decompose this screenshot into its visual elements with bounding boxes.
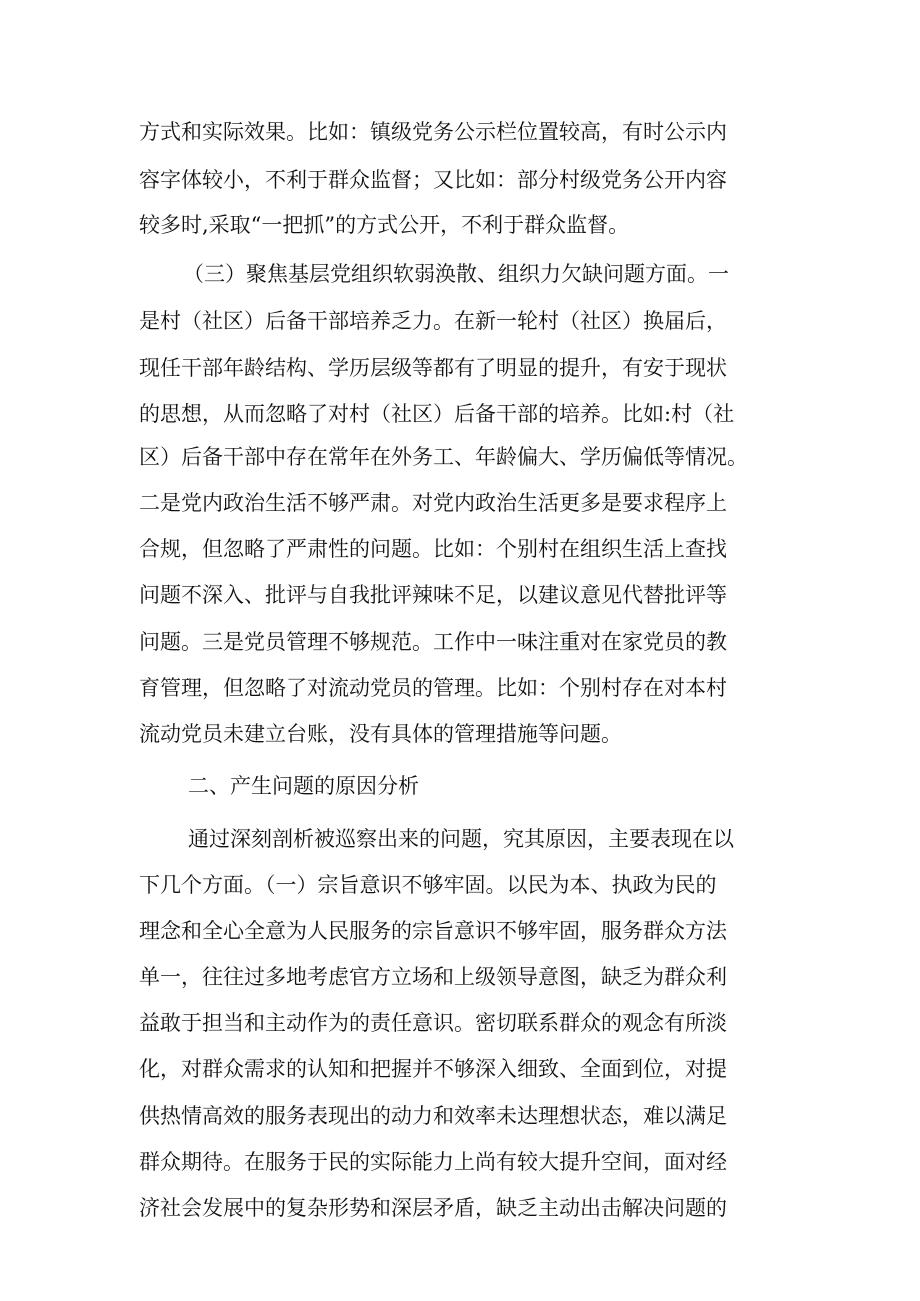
section-heading: 二、产生问题的原因分析 [188, 774, 419, 798]
paragraph-line: 通过深刻剖析被巡察出来的问题，究其原因，主要表现在以 [188, 827, 734, 851]
paragraph-line: 济社会发展中的复杂形势和深层矛盾，缺乏主动出击解决问题的 [139, 1196, 727, 1220]
paragraph-line: 的思想，从而忽略了对村（社区）后备干部的培养。比如:村（社 [139, 402, 735, 426]
paragraph-line: 容字体较小，不利于群众监督；又比如：部分村级党务公开内容 [139, 168, 727, 192]
paragraph-line: 益敢于担当和主动作为的责任意识。密切联系群众的观念有所淡 [139, 1011, 727, 1035]
paragraph-line: 供热情高效的服务表现出的动力和效率未达理想状态，难以满足 [139, 1104, 727, 1128]
paragraph-line: 方式和实际效果。比如：镇级党务公示栏位置较高，有时公示内 [139, 120, 727, 144]
paragraph-line: 育管理，但忽略了对流动党员的管理。比如：个别村存在对本村 [139, 676, 727, 700]
paragraph-line: 理念和全心全意为人民服务的宗旨意识不够牢固，服务群众方法 [139, 919, 727, 943]
paragraph-line: 流动党员未建立台账，没有具体的管理措施等问题。 [139, 722, 622, 746]
paragraph-line: 合规，但忽略了严肃性的问题。比如：个别村在组织生活上查找 [139, 537, 727, 561]
paragraph-line: 较多时,采取“一把抓”的方式公开，不利于群众监督。 [139, 213, 630, 237]
paragraph-line: （三）聚焦基层党组织软弱涣散、组织力欠缺问题方面。一 [183, 262, 729, 286]
paragraph-line: 下几个方面。（一）宗旨意识不够牢固。以民为本、执政为民的 [139, 873, 717, 897]
paragraph-line: 群众期待。在服务于民的实际能力上尚有较大提升空间，面对经 [139, 1150, 727, 1174]
paragraph-line: 区）后备干部中存在常年在外务工、年龄偏大、学历偏低等情况。 [139, 445, 748, 469]
paragraph-line: 单一，往往过多地考虑官方立场和上级领导意图，缺乏为群众利 [139, 965, 727, 989]
paragraph-line: 问题。三是党员管理不够规范。工作中一味注重对在家党员的教 [139, 630, 727, 654]
paragraph-line: 化，对群众需求的认知和把握并不够深入细致、全面到位，对提 [139, 1057, 727, 1081]
paragraph-line: 现任干部年龄结构、学历层级等都有了明显的提升，有安于现状 [139, 356, 727, 380]
paragraph-line: 二是党内政治生活不够严肃。对党内政治生活更多是要求程序上 [139, 491, 727, 515]
paragraph-line: 是村（社区）后备干部培养乏力。在新一轮村（社区）换届后， [139, 309, 727, 333]
paragraph-line: 问题不深入、批评与自我批评辣味不足，以建议意见代替批评等 [139, 583, 727, 607]
